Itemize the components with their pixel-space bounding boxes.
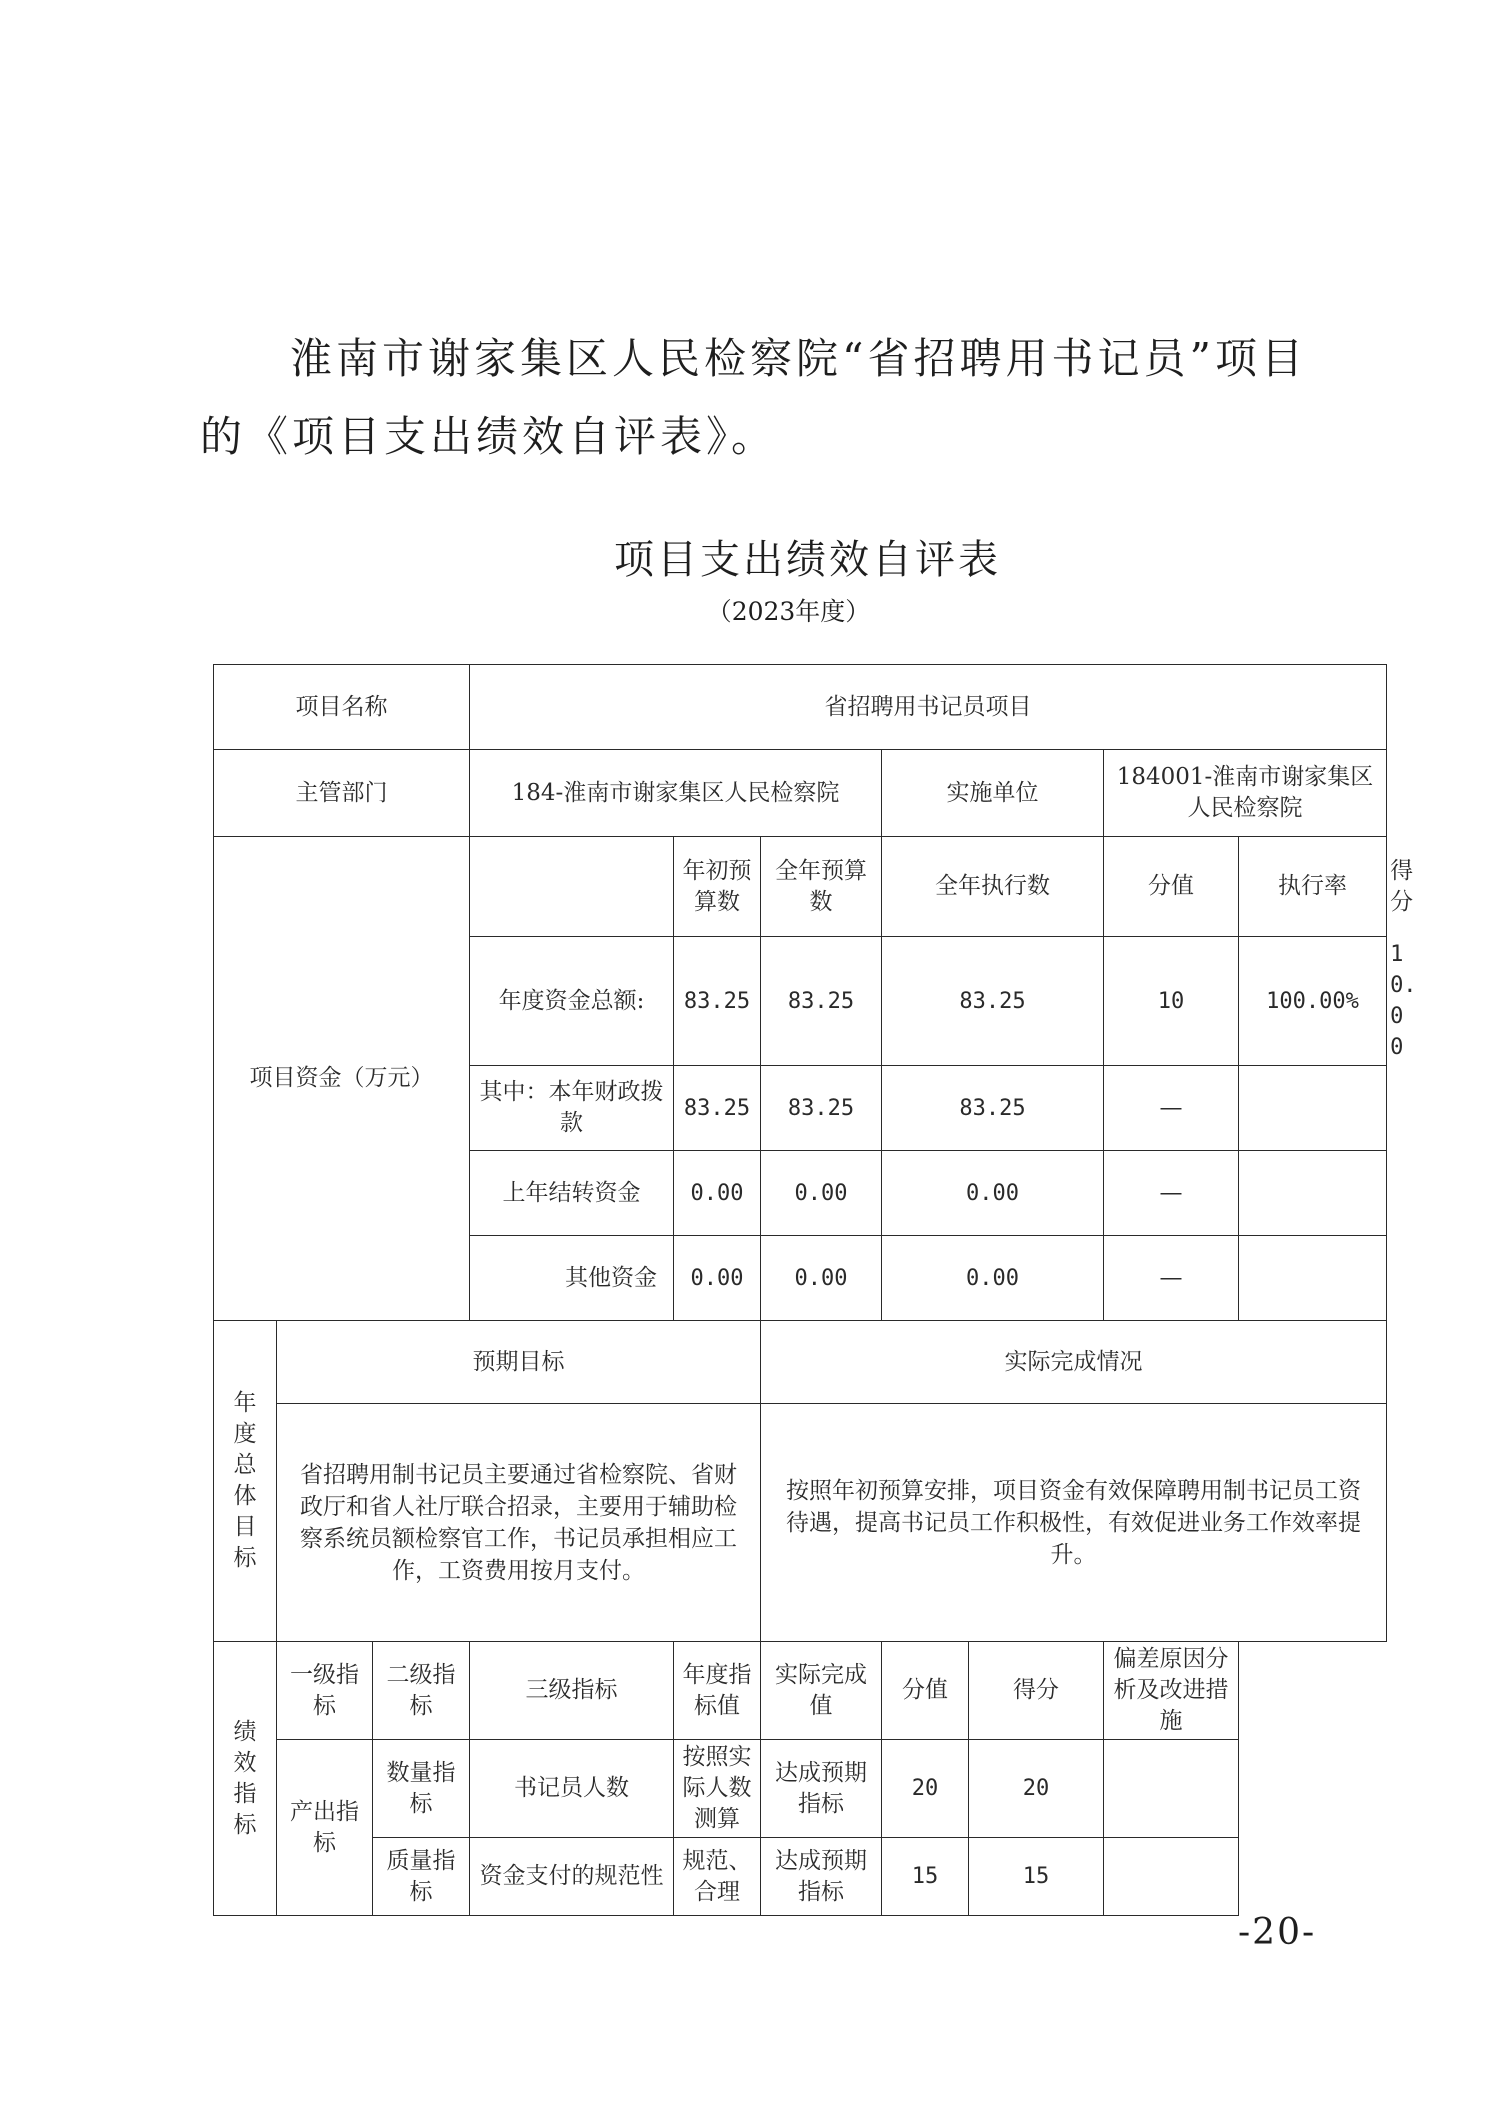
funds-row-label: 其他资金 [470,1236,674,1321]
perf-header-level3: 三级指标 [470,1642,674,1740]
goal-expected-text: 省招聘用制书记员主要通过省检察院、省财政厅和省人社厅联合招录，主要用于辅助检察系统员额检察官工作，书记员承担相应工作，工资费用按月支付。 [277,1404,761,1642]
perf-actual: 达成预期指标 [761,1838,882,1916]
goal-actual-text: 按照年初预算安排，项目资金有效保障聘用制书记员工资待遇，提高书记员工作积极性，有效促进业务工作效率提升。 [761,1404,1387,1642]
funds-header-annual: 全年预算数 [761,837,882,937]
project-name-value: 省招聘用书记员项目 [470,665,1387,750]
goal-section-label-text: 年度总体目标 [233,1390,257,1571]
funds-header-weight: 分值 [1104,837,1239,937]
funds-row-label: 上年结转资金 [470,1151,674,1236]
funds-row-label: 年度资金总额: [470,937,674,1066]
perf-actual: 达成预期指标 [761,1740,882,1838]
funds-rate-value [1239,1151,1387,1236]
dept-value: 184-淮南市谢家集区人民检察院 [470,750,882,837]
perf-score: 20 [969,1740,1104,1838]
perf-header-reason: 偏差原因分析及改进措施 [1104,1642,1239,1740]
funds-weight-value: — [1104,1236,1239,1321]
funds-initial-value: 0.00 [674,1151,761,1236]
perf-weight: 15 [882,1838,969,1916]
funds-initial-value: 83.25 [674,1066,761,1151]
performance-table: 项目名称 省招聘用书记员项目 主管部门 184-淮南市谢家集区人民检察院 实施单位 184001-淮南市谢家集区人民检察院 项目资金（万元） 年初预算数 全年预算数 全年执行数 分值 执行率 得分 年度资金总额: 83.25 83.25 83.25 10 100.00% 10.00 其中：本年财政拨款 83.25 83.25 83.25 — 上年结转资金 0.00 0.00 0.00 — 其他资金 0.00 0.00 0.00 — 年度总体目标 预期目标 实际完成情况 省招聘用制书记员主要通过省检察院、省财政厅和省人社厅联合招录，主要用于辅助检察系统员额检察官工作，书记员承担相应工作，工资费用按月支付。 按照年初预算安排，项目资金有效保障聘用制书记员工资待遇，提高书记员工作积极性，有效促进业务工作效率提升。 绩效指标 一级指标 二级指标 三级指标 年度指标值 实际完成值 分值 得分 偏差原因分析及改进措施 产出指标 数量指标 书记员人数 按照实际人数测算 达成预期指标 20 20 质量指标 资金支付的规范性 规范、合理 达成预期指标 15 15 [213,664,1387,1916]
perf-target: 规范、合理 [674,1838,761,1916]
page-subtitle: （2023年度） [706,597,871,626]
impl-unit-value: 184001-淮南市谢家集区人民检察院 [1104,750,1387,837]
intro-paragraph: 淮南市谢家集区人民检察院“省招聘用书记员”项目的《项目支出绩效自评表》。 [200,334,1307,461]
goal-expected-header: 预期目标 [277,1321,761,1404]
perf-level2: 质量指标 [373,1838,470,1916]
funds-header-blank [470,837,674,937]
funds-rate-value: 100.00% [1239,937,1387,1066]
perf-section-label-text: 绩效指标 [233,1718,257,1838]
funds-executed-value: 83.25 [882,937,1104,1066]
perf-header-target: 年度指标值 [674,1642,761,1740]
perf-reason [1104,1838,1239,1916]
funds-executed-value: 0.00 [882,1236,1104,1321]
perf-section-label [214,1642,277,1916]
perf-header-level2: 二级指标 [373,1642,470,1740]
funds-weight-value: — [1104,1066,1239,1151]
funds-executed-value: 83.25 [882,1066,1104,1151]
funds-rate-value [1239,1236,1387,1321]
project-name-label: 项目名称 [214,665,470,750]
perf-level3: 书记员人数 [470,1740,674,1838]
perf-level3: 资金支付的规范性 [470,1838,674,1916]
funds-executed-value: 0.00 [882,1151,1104,1236]
perf-reason [1104,1740,1239,1838]
funds-initial-value: 83.25 [674,937,761,1066]
funds-annual-value: 83.25 [761,937,882,1066]
impl-unit-label: 实施单位 [882,750,1104,837]
perf-header-level1: 一级指标 [277,1642,373,1740]
dept-label: 主管部门 [214,750,470,837]
funds-annual-value: 83.25 [761,1066,882,1151]
perf-level1: 产出指标 [277,1740,373,1916]
funds-header-rate: 执行率 [1239,837,1387,937]
funds-weight-value: 10 [1104,937,1239,1066]
funds-initial-value: 0.00 [674,1236,761,1321]
perf-header-score: 得分 [969,1642,1104,1740]
funds-annual-value: 0.00 [761,1236,882,1321]
funds-header-initial: 年初预算数 [674,837,761,937]
funds-header-executed: 全年执行数 [882,837,1104,937]
perf-header-weight: 分值 [882,1642,969,1740]
goal-section-label [214,1321,277,1642]
perf-header-actual: 实际完成值 [761,1642,882,1740]
perf-weight: 20 [882,1740,969,1838]
page-title: 项目支出绩效自评表 [614,537,1001,583]
goal-actual-header: 实际完成情况 [761,1321,1387,1404]
funds-row-label: 其中：本年财政拨款 [470,1066,674,1151]
funds-label: 项目资金（万元） [214,837,470,1321]
funds-annual-value: 0.00 [761,1151,882,1236]
perf-level2: 数量指标 [373,1740,470,1838]
page-number: -20- [1238,1912,1317,1953]
funds-weight-value: — [1104,1151,1239,1236]
funds-rate-value [1239,1066,1387,1151]
perf-target: 按照实际人数测算 [674,1740,761,1838]
perf-score: 15 [969,1838,1104,1916]
